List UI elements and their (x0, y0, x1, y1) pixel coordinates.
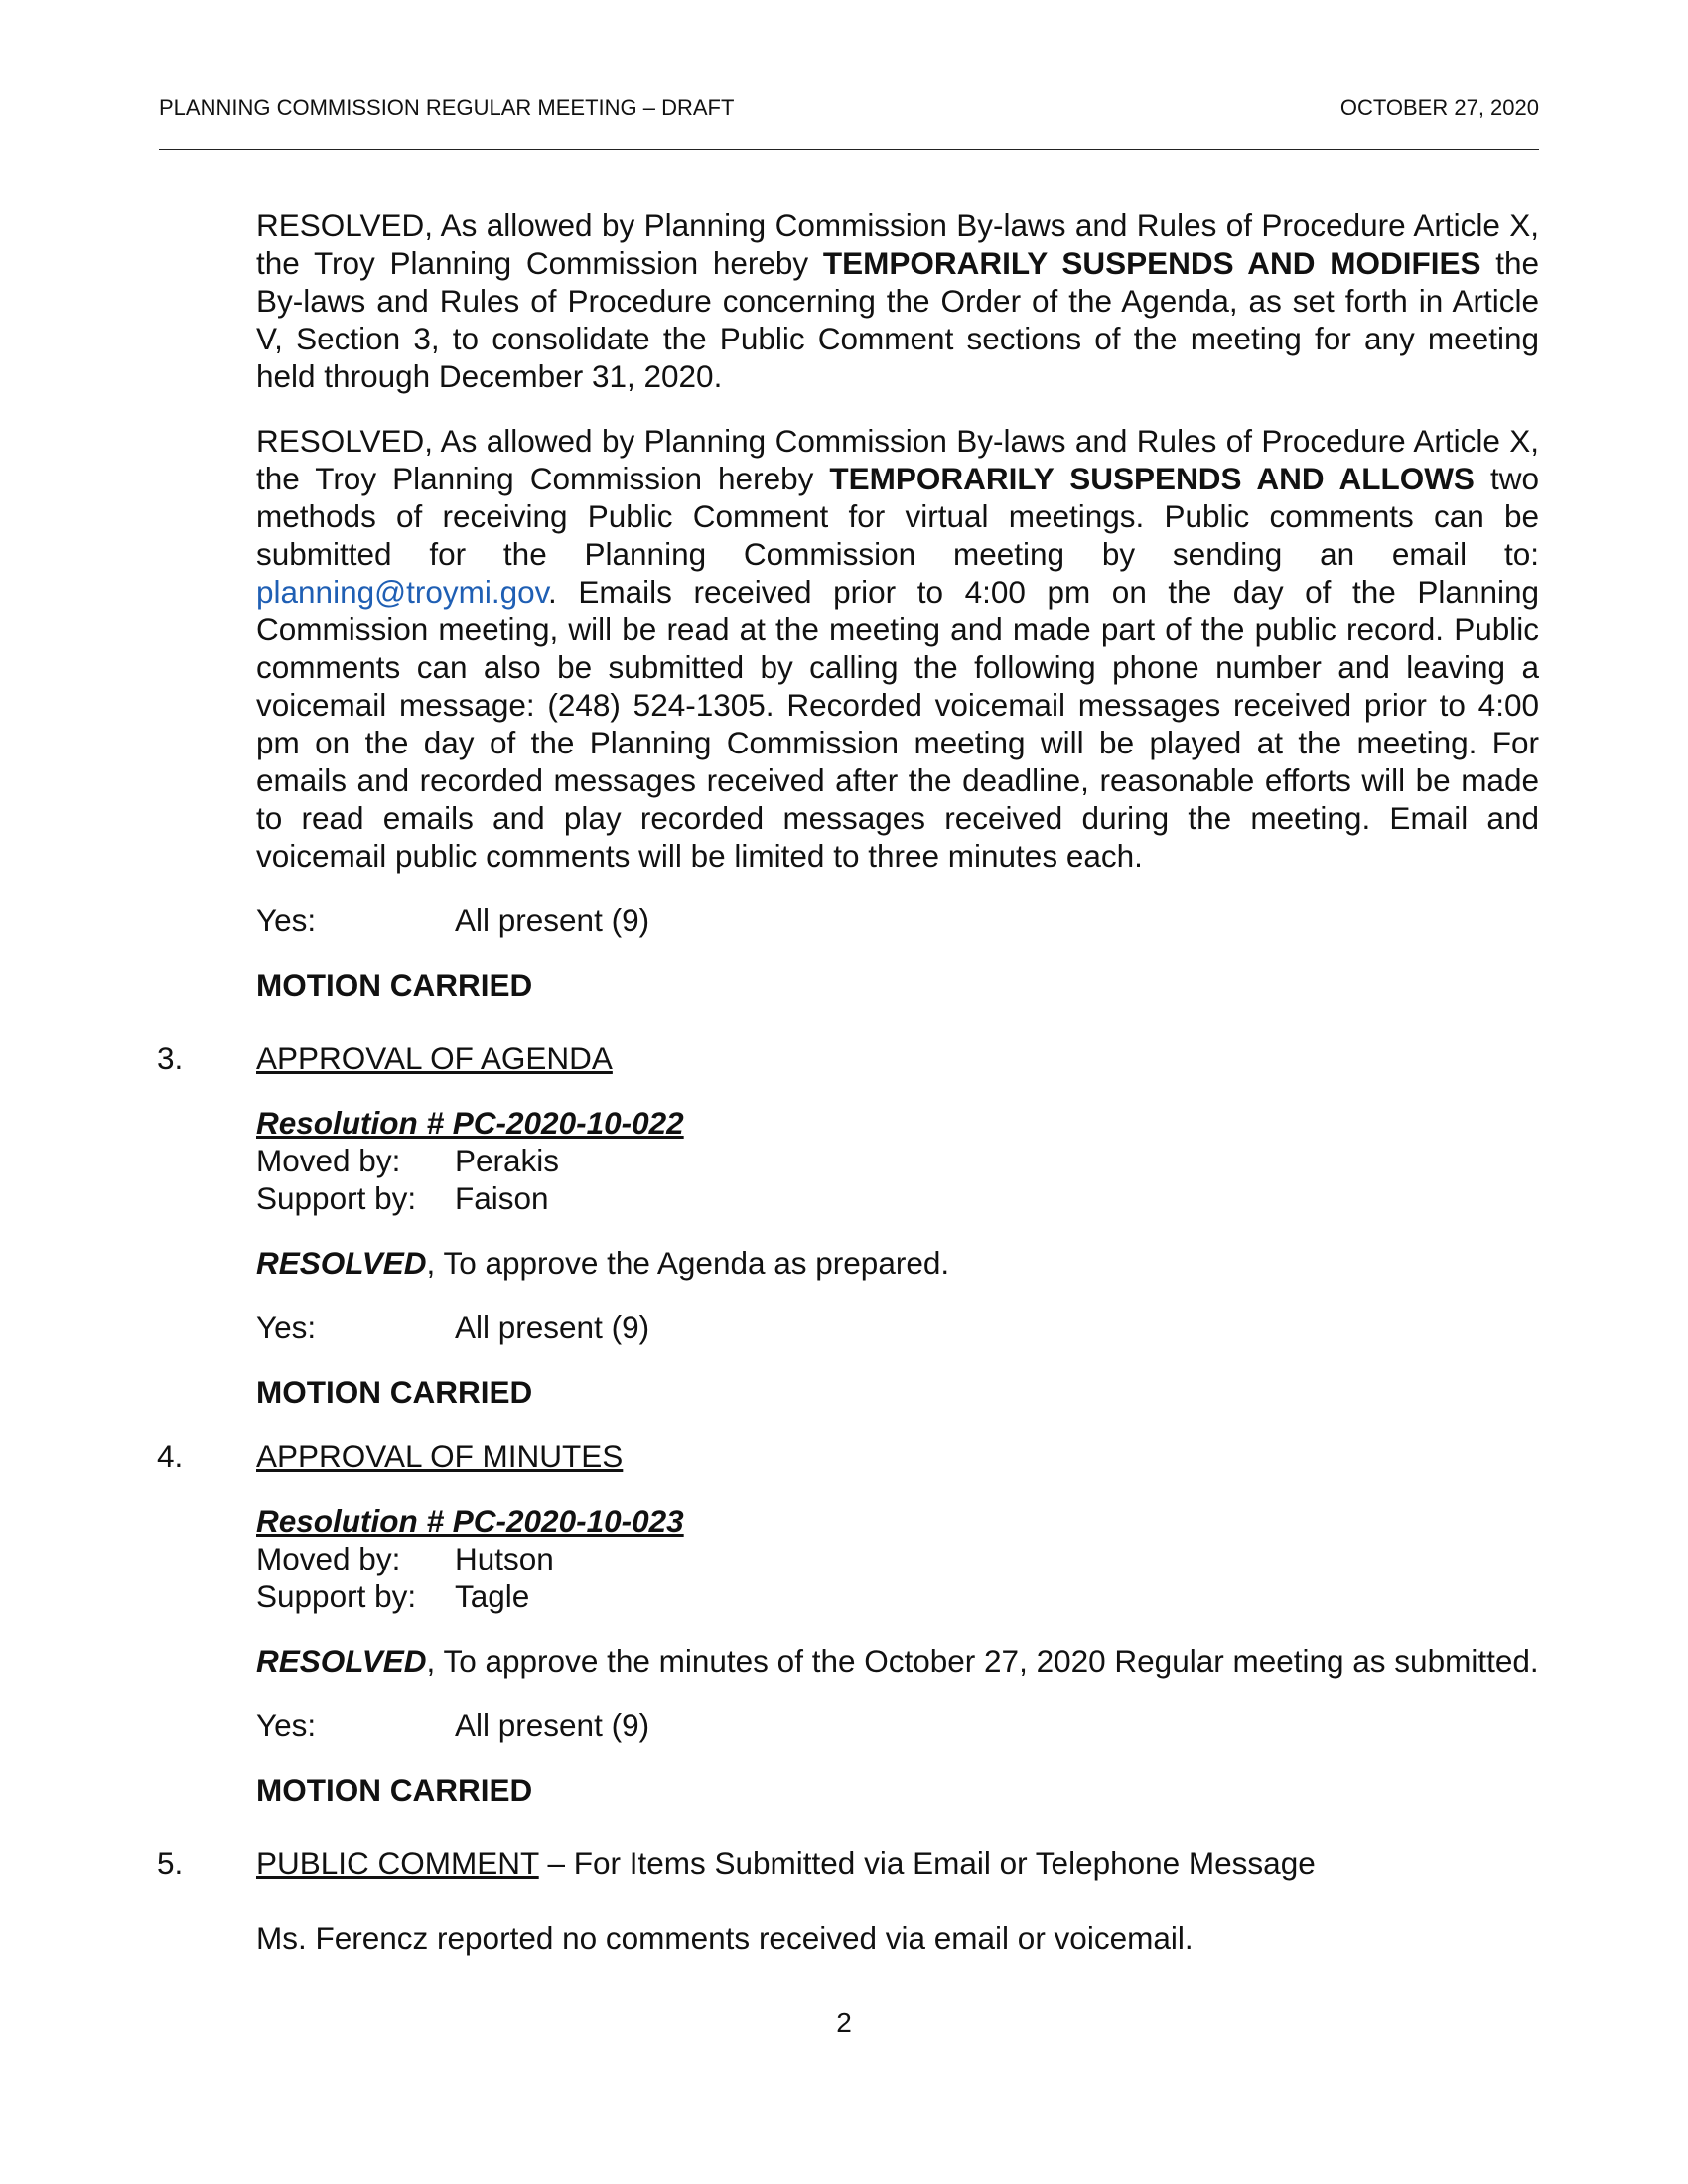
para2-text-b: two methods of receiving Public Comment for virtual meetings. Public comments can be submitted for the Planning Commission meeting by sending an email to: (256, 461, 1539, 572)
support-value: Tagle (455, 1578, 530, 1614)
vote-value: All present (9) (455, 902, 650, 938)
para2-bold: TEMPORARILY SUSPENDS AND ALLOWS (829, 461, 1475, 496)
vote-value: All present (9) (455, 1309, 650, 1345)
para1-text-a: RESOLVED, As allowed by Planning Commission By-laws and Rules of Procedure Article X, the Troy Planning Commission hereby (256, 207, 1539, 281)
resolution-number: Resolution # PC-2020-10-022 (256, 1105, 684, 1141)
resolved-text-4 (256, 1642, 1539, 1680)
resolution-block-3 (256, 1104, 1539, 1217)
motion-carried-1: MOTION CARRIED (256, 967, 533, 1003)
moved-label: Moved by: (256, 1143, 401, 1178)
public-comment-text: Ms. Ferencz reported no comments received via email or voicemail. (256, 1920, 1194, 1956)
vote-label: Yes: (256, 1707, 317, 1743)
header-title: PLANNING COMMISSION REGULAR MEETING – DRAFT (159, 95, 735, 120)
agenda-item-4 (157, 1437, 1539, 1475)
vote-value: All present (9) (455, 1707, 650, 1743)
item-title: APPROVAL OF AGENDA (256, 1040, 613, 1076)
support-value: Faison (455, 1180, 549, 1216)
item-title: APPROVAL OF MINUTES (256, 1438, 624, 1474)
resolved-keyword: RESOLVED (256, 1245, 427, 1281)
support-label: Support by: (256, 1180, 417, 1216)
moved-label: Moved by: (256, 1541, 401, 1576)
agenda-item-5 (157, 1844, 1539, 1882)
document-body (157, 206, 1539, 1957)
email-link[interactable]: planning@troymi.gov (256, 574, 549, 610)
header-date: OCTOBER 27, 2020 (1339, 95, 1539, 120)
moved-value: Perakis (455, 1143, 560, 1178)
item-number: 3. (157, 1040, 184, 1076)
resolved-body: , To approve the Agenda as prepared. (426, 1245, 950, 1281)
page-number: 2 (836, 2007, 852, 2038)
motion-carried-3: MOTION CARRIED (256, 1374, 533, 1410)
resolution-paragraph-1 (256, 206, 1539, 395)
support-label: Support by: (256, 1578, 417, 1614)
vote-label: Yes: (256, 1309, 317, 1345)
resolved-body: , To approve the minutes of the October 27, 2020 Regular meeting as submitted. (426, 1643, 1539, 1679)
para1-text-b: the By-laws and Rules of Procedure concerning the Order of the Agenda, as set forth in Article V, Section 3, to consolidate the Public Comment sections of the meeting for any meeting held through December 31, 2020. (256, 245, 1539, 394)
vote-row-3 (256, 1308, 1539, 1346)
agenda-item-3 (157, 1039, 1539, 1077)
resolution-paragraph-2 (256, 422, 1539, 875)
resolved-text-3 (256, 1244, 1539, 1282)
support-by-row (256, 1179, 1539, 1217)
para1-bold: TEMPORARILY SUSPENDS AND MODIFIES (822, 245, 1481, 281)
resolution-block-4 (256, 1502, 1539, 1615)
item-number: 5. (157, 1845, 184, 1881)
moved-value: Hutson (455, 1541, 554, 1576)
moved-by-row (256, 1540, 1539, 1577)
para2-text-a: RESOLVED, As allowed by Planning Commission By-laws and Rules of Procedure Article X, the Troy Planning Commission hereby (256, 423, 1539, 496)
item-number: 4. (157, 1438, 184, 1474)
item-title-rest: – For Items Submitted via Email or Telephone Message (538, 1845, 1316, 1881)
vote-label: Yes: (256, 902, 317, 938)
motion-carried-4: MOTION CARRIED (256, 1772, 533, 1808)
para2-text-c: . Emails received prior to 4:00 pm on the day of the Planning Commission meeting, will be read at the meeting and made part of the public record. Public comments can also be submitted by calling the following phone number and leaving a voicemail message: (248) 524-1305. Recorded voicemail messages received prior to 4:00 pm on the day of the Planning Commission meeting will be played at the meeting. For emails and recorded messages received after the deadline, reasonable efforts will be made to read emails and play recorded messages received during the meeting. Email and voicemail public comments will be limited to three minutes each. (256, 574, 1539, 874)
resolution-number: Resolution # PC-2020-10-023 (256, 1503, 684, 1539)
support-by-row (256, 1577, 1539, 1615)
resolved-keyword: RESOLVED (256, 1643, 427, 1679)
header-divider (159, 149, 1539, 150)
item-title: PUBLIC COMMENT (256, 1845, 539, 1881)
vote-row-1 (256, 901, 1539, 939)
moved-by-row (256, 1142, 1539, 1179)
page-header (159, 95, 1539, 121)
vote-row-4 (256, 1706, 1539, 1744)
